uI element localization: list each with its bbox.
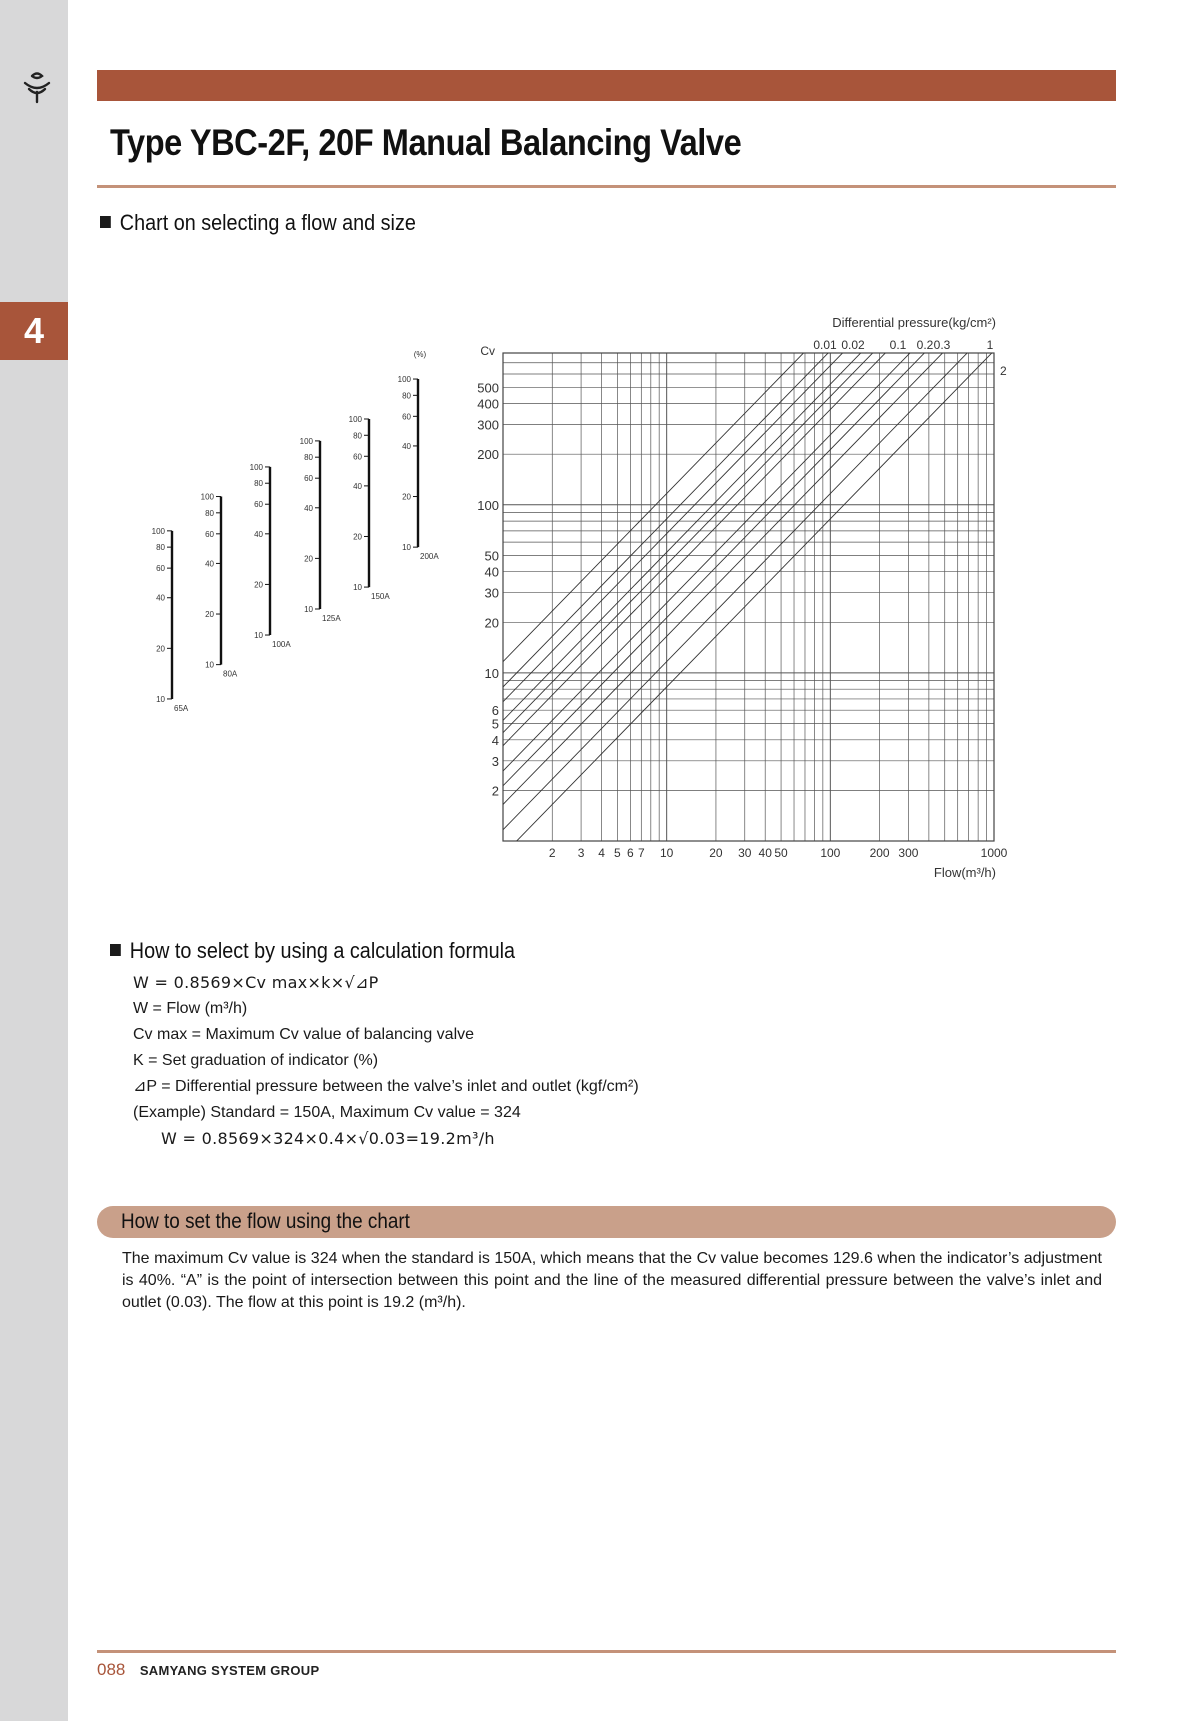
pressure-top-label: 0.1 <box>889 338 907 352</box>
valve-scale-tick-label: 80 <box>254 479 263 489</box>
x-tick-label: 4 <box>598 846 605 860</box>
x-tick-label: 10 <box>659 846 674 860</box>
y-tick-label: 2 <box>491 783 499 799</box>
valve-scale-tick-label: 40 <box>205 559 214 569</box>
valve-scale-tick-label: 80 <box>156 543 165 553</box>
valve-scale-tick-label: 10 <box>156 694 165 704</box>
valve-scale-tick-label: 80 <box>402 391 411 401</box>
valve-scale-tick-label: 40 <box>353 481 362 491</box>
x-axis-label: Flow(m³/h) <box>933 865 996 880</box>
page-title: Type YBC-2F, 20F Manual Balancing Valve <box>110 122 742 163</box>
x-tick-label: 7 <box>637 846 645 860</box>
valve-scale-tick-label: 20 <box>304 554 313 564</box>
valve-scale-tick-label: 60 <box>304 474 313 484</box>
y-tick-label: 300 <box>477 417 499 433</box>
valve-size-label: 150A <box>371 592 390 602</box>
pressure-line <box>443 305 1010 885</box>
x-tick-label: 2 <box>548 846 556 860</box>
chapter-tab: 4 <box>0 302 68 360</box>
formula-def-cvmax: Cv max = Maximum Cv value of balancing valve <box>133 1026 475 1043</box>
valve-scale-tick-label: 60 <box>402 412 411 422</box>
valve-scale-tick-label: 60 <box>156 564 165 574</box>
x-tick-label: 1000 <box>980 846 1008 860</box>
y-tick-label: 20 <box>484 615 499 631</box>
bullet-square-icon <box>110 944 121 956</box>
x-tick-label: 3 <box>577 846 585 860</box>
valve-scale-tick-label: 100 <box>299 436 313 446</box>
valve-scale-tick-label: 20 <box>156 644 165 654</box>
valve-scale-tick-label: 80 <box>304 453 313 463</box>
valve-scale-tick-label: 40 <box>254 529 263 539</box>
valve-scale-tick-label: 60 <box>353 452 362 462</box>
y-tick-label: 400 <box>477 396 499 412</box>
y-tick-label: 40 <box>484 564 499 580</box>
x-tick-label: 300 <box>898 846 919 860</box>
howto-heading: How to set the flow using the chart <box>121 1210 410 1233</box>
valve-scale-tick-label: 100 <box>397 375 411 385</box>
howto-text: The maximum Cv value is 324 when the standard is 150A, which means that the Cv value becomes 129.6 when the indicator’s adjustment is 40%. “A” is the point of intersection between this point and the line of the measured differential pressure between the valve’s inlet and outlet (0.03). The flow at this point is 19.2 (m³/h). <box>122 1250 1102 1311</box>
x-tick-label: 100 <box>820 846 841 860</box>
x-tick-label: 200 <box>869 846 890 860</box>
flow-selection-chart <box>150 305 1010 885</box>
valve-scale-tick-label: 100 <box>348 414 362 424</box>
x-tick-label: 20 <box>709 846 723 860</box>
percent-label: (%) <box>413 350 427 359</box>
valve-scale-tick-label: 40 <box>304 503 313 513</box>
x-tick-label: 6 <box>627 846 634 860</box>
chart-section-heading <box>100 210 416 236</box>
formula-main: W = 0.8569×Cv max×k×√⊿P <box>133 973 379 992</box>
header-bar <box>97 70 1116 101</box>
y-tick-label: 50 <box>484 548 499 564</box>
formula-def-dp: ⊿P = Differential pressure between the valve’s inlet and outlet (kgf/cm²) <box>133 1078 639 1095</box>
side-rail <box>0 0 68 1721</box>
valve-scale-tick-label: 80 <box>205 508 214 518</box>
valve-size-label: 65A <box>174 703 189 713</box>
footer <box>97 1660 319 1680</box>
pressure-axis-label: Differential pressure(kg/cm²) <box>832 315 996 330</box>
formula-example-calc: W = 0.8569×324×0.4×√0.03=19.2m³/h <box>161 1129 495 1148</box>
pressure-top-label: 0.3 <box>933 338 951 352</box>
valve-scale-tick-label: 80 <box>353 431 362 441</box>
y-tick-label: 4 <box>491 732 499 748</box>
valve-scale-tick-label: 10 <box>205 660 214 670</box>
valve-scale-tick-label: 40 <box>156 593 165 603</box>
valve-scale-tick-label: 100 <box>151 526 165 536</box>
valve-scale-tick-label: 40 <box>402 441 411 451</box>
y-tick-label: 200 <box>477 447 499 463</box>
valve-scale-tick-label: 10 <box>402 543 411 553</box>
formula-block <box>133 970 639 1152</box>
bullet-square-icon <box>100 216 111 228</box>
title-divider <box>97 185 1116 188</box>
page-number: 088 <box>97 1660 126 1679</box>
valve-scale-tick-label: 20 <box>205 610 214 620</box>
valve-scale-tick-label: 10 <box>304 604 313 614</box>
pressure-line <box>336 305 926 885</box>
y-axis-label: Cv <box>480 344 495 358</box>
x-tick-label: 40 <box>758 846 772 860</box>
y-tick-label: 500 <box>477 380 499 396</box>
x-tick-label: 30 <box>738 846 752 860</box>
valve-scale-tick-label: 60 <box>205 529 214 539</box>
formula-section-heading-text: How to select by using a calculation formula <box>129 938 516 963</box>
valve-size-label: 100A <box>272 640 291 650</box>
valve-size-label: 200A <box>420 552 439 562</box>
pressure-top-label: 1 <box>986 338 994 352</box>
pressure-top-label: 0.2 <box>916 338 934 352</box>
y-tick-label: 10 <box>484 665 499 681</box>
formula-section-heading <box>110 938 515 964</box>
valve-scale-tick-label: 20 <box>353 532 362 542</box>
y-tick-label: 3 <box>491 753 499 769</box>
footer-divider <box>97 1650 1116 1653</box>
y-tick-label: 100 <box>477 497 499 513</box>
pressure-line <box>361 305 951 885</box>
pressure-top-label: 0.02 <box>841 338 865 352</box>
pressure-line <box>418 305 1008 885</box>
pressure-line <box>279 305 869 885</box>
samyang-logo-icon <box>17 66 57 106</box>
x-tick-label: 50 <box>774 846 788 860</box>
formula-example: (Example) Standard = 150A, Maximum Cv value = 324 <box>133 1104 521 1121</box>
pressure-side-label: 2 <box>1000 364 1007 378</box>
y-tick-label: 6 <box>491 703 499 719</box>
valve-scale-tick-label: 20 <box>402 492 411 502</box>
valve-scale-tick-label: 100 <box>200 492 214 502</box>
pressure-line <box>348 305 938 885</box>
valve-scale-tick-label: 10 <box>353 583 362 593</box>
y-tick-label: 30 <box>484 585 499 601</box>
chart-section-heading-text: Chart on selecting a flow and size <box>119 210 416 235</box>
x-tick-label: 5 <box>614 846 621 860</box>
valve-scale-tick-label: 10 <box>254 631 263 641</box>
pressure-top-label: 0.01 <box>813 338 837 352</box>
valve-scale-tick-label: 20 <box>254 580 263 590</box>
y-tick-label: 5 <box>491 716 499 732</box>
valve-scale-tick-label: 100 <box>249 462 263 472</box>
formula-def-w: W = Flow (m³/h) <box>133 1000 248 1017</box>
company-name: SAMYANG SYSTEM GROUP <box>139 1663 320 1678</box>
valve-size-label: 125A <box>322 613 341 623</box>
valve-scale-tick-label: 60 <box>254 500 263 510</box>
formula-def-k: K = Set graduation of indicator (%) <box>133 1052 379 1069</box>
valve-size-label: 80A <box>223 669 238 679</box>
